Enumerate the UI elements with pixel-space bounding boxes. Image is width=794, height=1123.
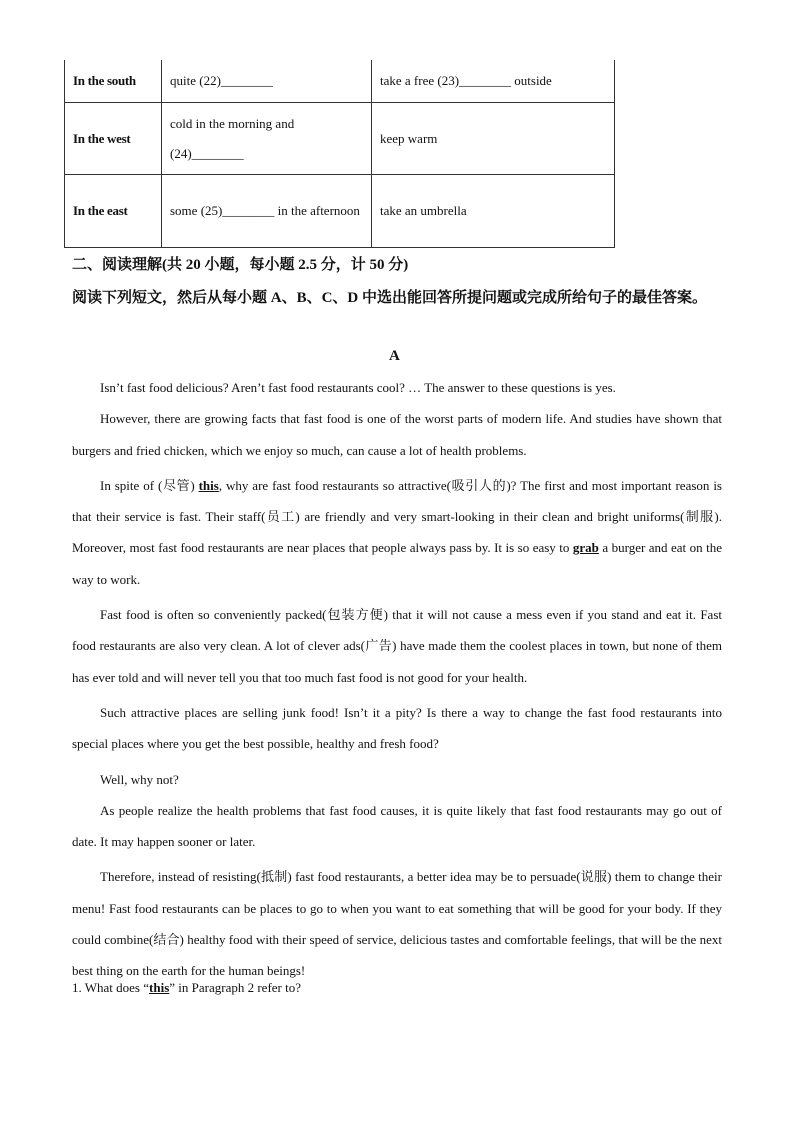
question-1 <box>72 980 301 996</box>
paragraph: Isn’t fast food delicious? Aren’t fast food restaurants cool? … The answer to these questions is yes. <box>100 380 616 395</box>
paragraph: As people realize the health problems that fast food causes, it is quite likely that fast food restaurants may go out of date. It may happen sooner or later. <box>72 802 722 850</box>
section-heading: 二、阅读理解(共 20 小题，每小题 2.5 分，计 50 分) <box>72 257 409 273</box>
underlined-word-grab: grab <box>572 540 599 556</box>
text-run: a burger and eat on the way to work. <box>72 540 722 587</box>
question-text: ” in Paragraph 2 refer to? <box>169 980 302 995</box>
instructions: 阅读下列短文，然后从每小题 A、B、C、D 中选出能回答所提问题或完成所给句子的最佳答案。 <box>72 290 708 306</box>
region-cell: In the south <box>65 60 162 103</box>
region-cell: In the east <box>65 175 162 248</box>
text-run: In spite of (尽管) <box>100 477 199 493</box>
paragraph: Well, why not? <box>100 771 179 787</box>
passage-letter: A <box>389 348 400 364</box>
advice-cell: take an umbrella <box>372 175 615 248</box>
advice-cell: keep warm <box>372 103 615 175</box>
passage-body <box>72 372 722 987</box>
weather-cell: some (25)________ in the afternoon <box>162 175 372 248</box>
advice-cell: take a free (23)________ outside <box>372 60 615 103</box>
table-row <box>65 103 615 175</box>
paragraph: However, there are growing facts that fast food is one of the worst parts of modern life. And studies have shown that burgers and fried chicken, which we enjoy so much, can cause a lot of health problems. <box>72 411 722 458</box>
weather-cell: cold in the morning and (24)________ <box>162 103 372 175</box>
text-run: , why are fast food restaurants so attractive(吸引人的)? The first and most important reason is that their service is fast. Their staff(员工) are friendly and very smart-looking in their clean and bright uniforms(制服). Moreover, most fast food restaurants are near places that people always pass by. It is so easy to <box>72 477 722 556</box>
paragraph: Such attractive places are selling junk food! Isn’t it a pity? Is there a way to change the fast food restaurants into special places where you get the best possible, healthy and fresh food? <box>72 704 722 752</box>
weather-table <box>64 60 615 248</box>
table-row <box>65 60 615 103</box>
region-cell: In the west <box>65 103 162 175</box>
underlined-word-this: this <box>149 980 170 995</box>
paragraph: Fast food is often so conveniently packed(包装方便) that it will not cause a mess even if you stand and eat it. Fast food restaurants are also very clean. A lot of clever ads(广告) have made them the coolest places in town, but none of them has ever told and will never tell you that too much fast food is not good for your health. <box>72 607 722 685</box>
weather-cell: quite (22)________ <box>162 60 372 103</box>
question-text: 1. What does “ <box>72 980 150 995</box>
table-row <box>65 175 615 248</box>
underlined-word-this: this <box>198 477 219 493</box>
paragraph: Therefore, instead of resisting(抵制) fast food restaurants, a better idea may be to persuade(说服) them to change their menu! Fast food restaurants can be places to go to when you want to eat something that will be good for your body. If they could combine(结合) healthy food with their speed of service, delicious tastes and comfortable feelings, that will be the next best thing on the earth for the human beings! <box>72 869 722 979</box>
paragraph <box>72 470 722 595</box>
